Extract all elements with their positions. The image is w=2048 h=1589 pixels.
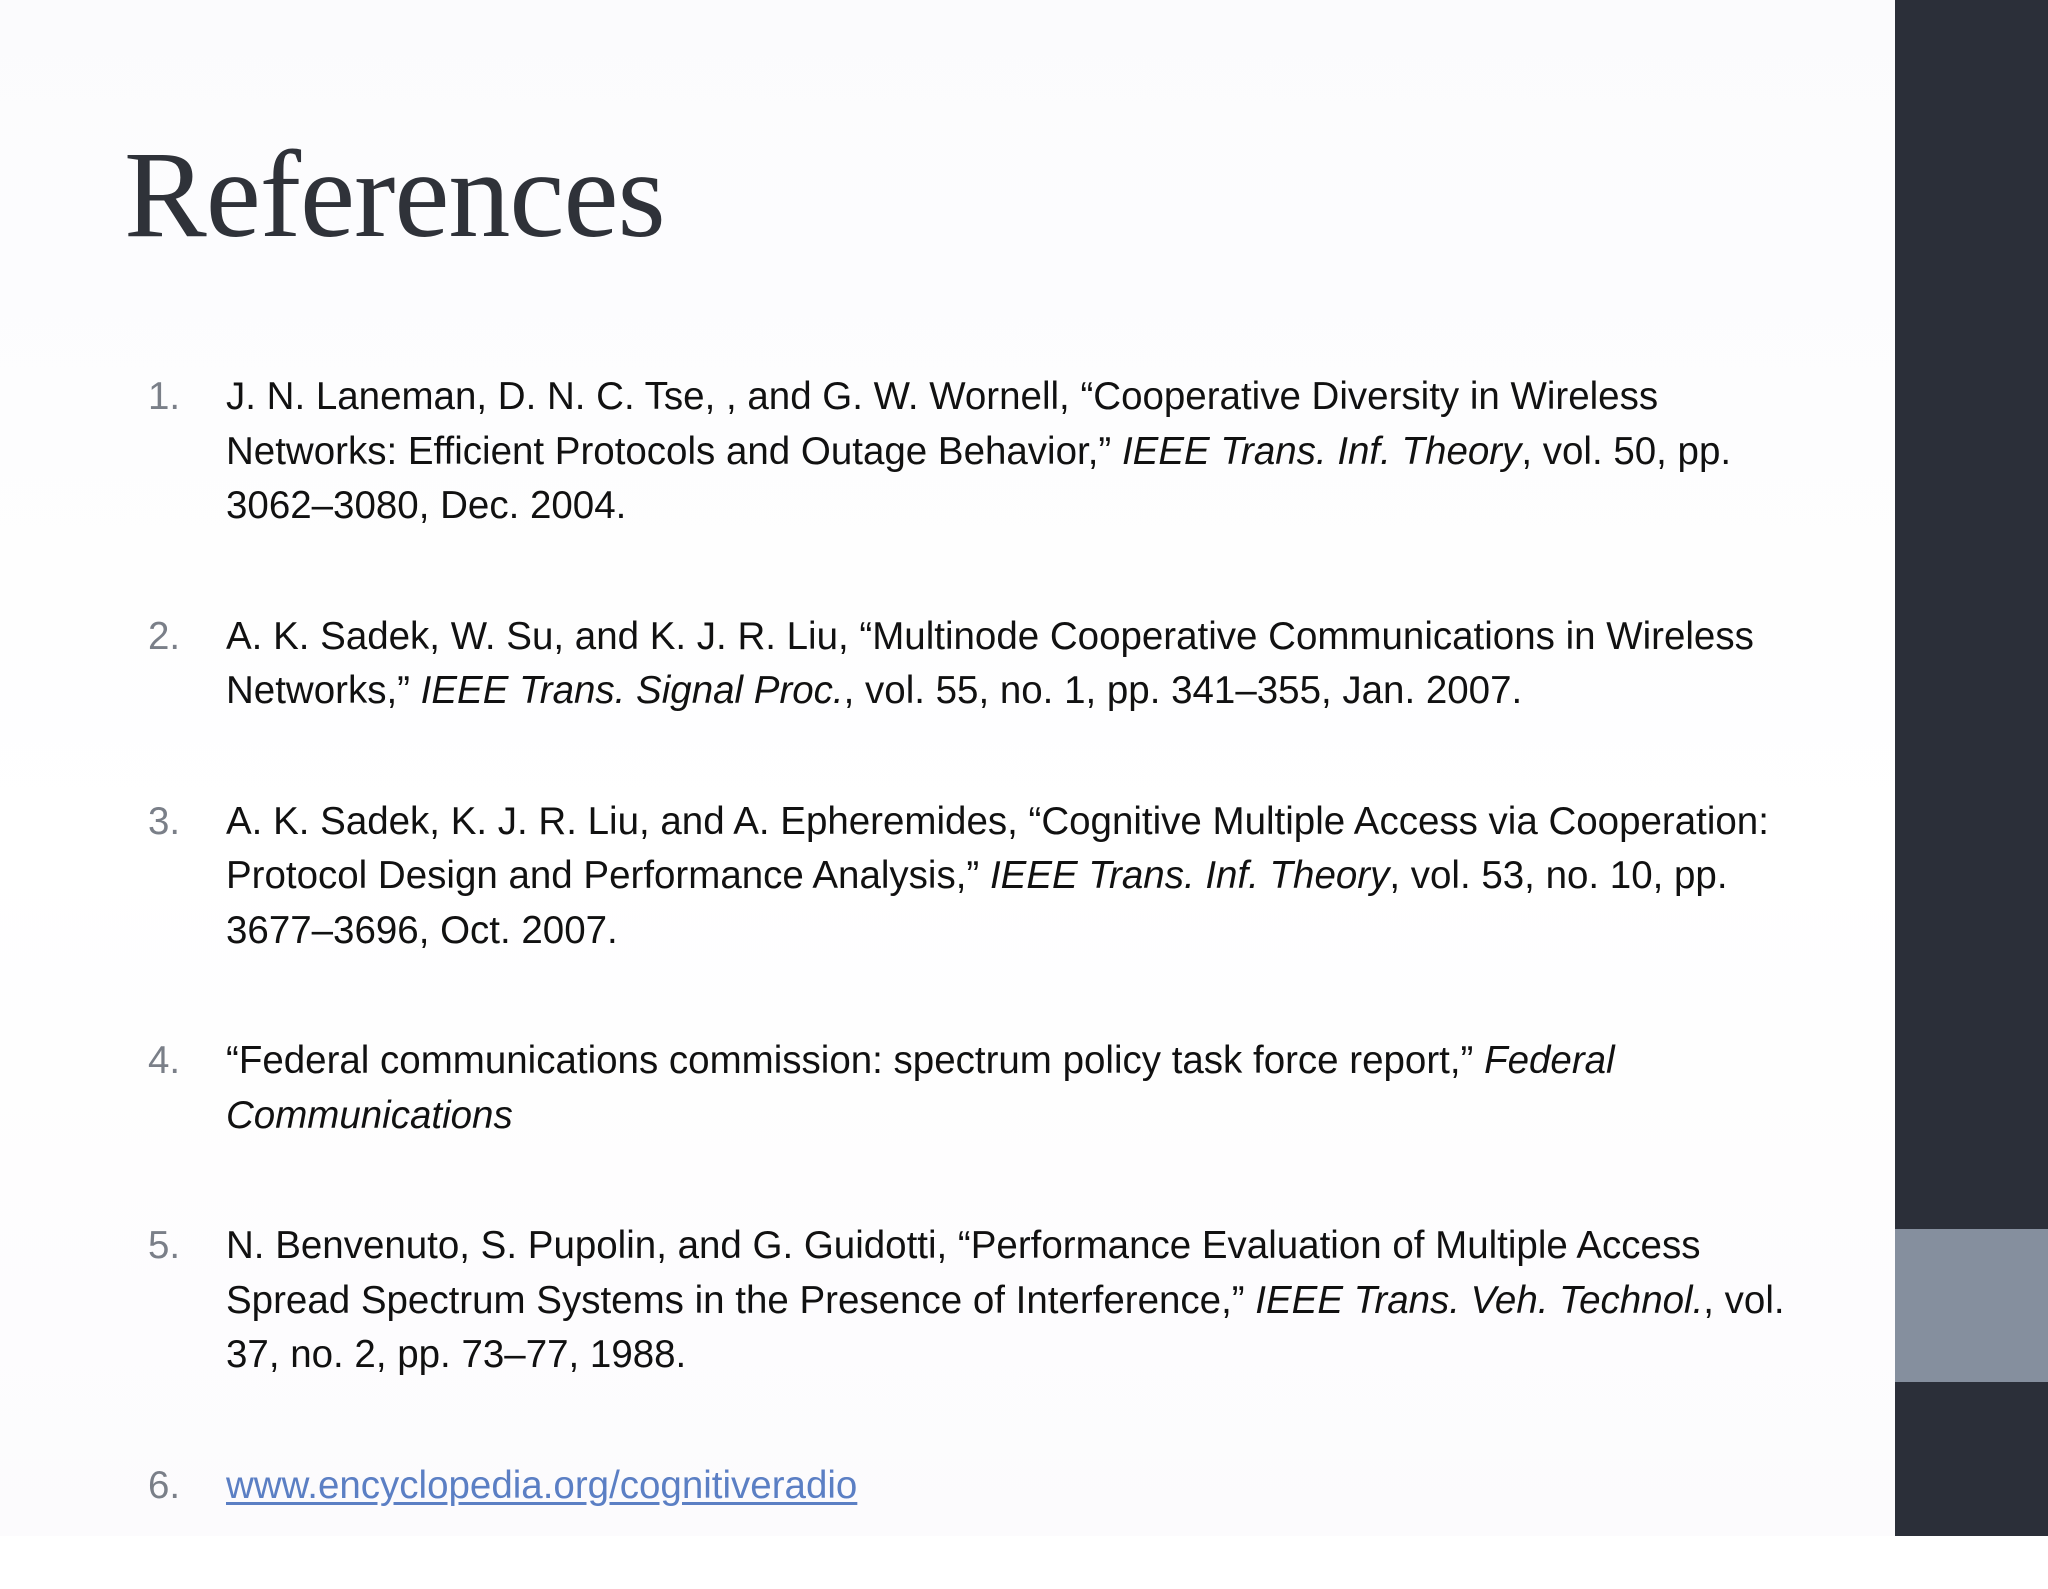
reference-number: 4. — [148, 1039, 181, 1082]
reference-details: , vol. 50, pp. 3062–3080, Dec. 2004. — [226, 429, 1732, 527]
reference-journal: IEEE Trans. Inf. Theory — [989, 854, 1390, 897]
reference-details: , vol. 53, no. 10, pp. 3677–3696, Oct. 2007. — [226, 854, 1728, 952]
reference-journal: Federal Communications — [226, 1039, 1615, 1137]
reference-item-3 — [148, 795, 1798, 959]
reference-text: N. Benvenuto, S. Pupolin, and G. Guidotti, “Performance Evaluation of Multiple Access Spread Spectrum Systems in the Presence of Interference,” — [226, 1224, 1701, 1322]
slide-title: References — [124, 126, 665, 263]
reference-number: 5. — [148, 1224, 181, 1267]
reference-item-1 — [148, 370, 1798, 534]
reference-details: , vol. 55, no. 1, pp. 341–355, Jan. 2007. — [843, 669, 1523, 712]
reference-journal: IEEE Trans. Veh. Technol. — [1255, 1278, 1704, 1322]
reference-item-6 — [148, 1459, 1798, 1514]
sidebar-accent-block — [1895, 1229, 2048, 1382]
reference-text: A. K. Sadek, W. Su, and K. J. R. Liu, “Multinode Cooperative Communications in Wireless Networks,” — [226, 614, 1754, 712]
reference-number: 2. — [148, 614, 181, 658]
reference-link[interactable]: www.encyclopedia.org/cognitiveradio — [226, 1463, 858, 1507]
reference-item-4 — [148, 1034, 1798, 1143]
reference-details: , vol. 37, no. 2, pp. 73–77, 1988. — [226, 1278, 1785, 1376]
reference-item-2 — [148, 610, 1798, 719]
reference-list — [148, 370, 1798, 1589]
reference-number: 1. — [148, 375, 181, 418]
reference-journal: IEEE Trans. Inf. Theory — [1121, 429, 1522, 473]
reference-text: “Federal communications commission: spectrum policy task force report,” — [226, 1039, 1485, 1082]
reference-item-5 — [148, 1219, 1798, 1383]
reference-text: J. N. Laneman, D. N. C. Tse, , and G. W. Wornell, “Cooperative Diversity in Wireless Networks: Efficient Protocols and Outage Behavior,” — [226, 375, 1659, 473]
reference-text: A. K. Sadek, K. J. R. Liu, and A. Epheremides, “Cognitive Multiple Access via Cooperation: Protocol Design and Performance Analysis,” — [226, 799, 1769, 897]
reference-number: 6. — [148, 1463, 181, 1507]
reference-journal: IEEE Trans. Signal Proc. — [420, 669, 844, 712]
reference-number: 3. — [148, 799, 181, 843]
